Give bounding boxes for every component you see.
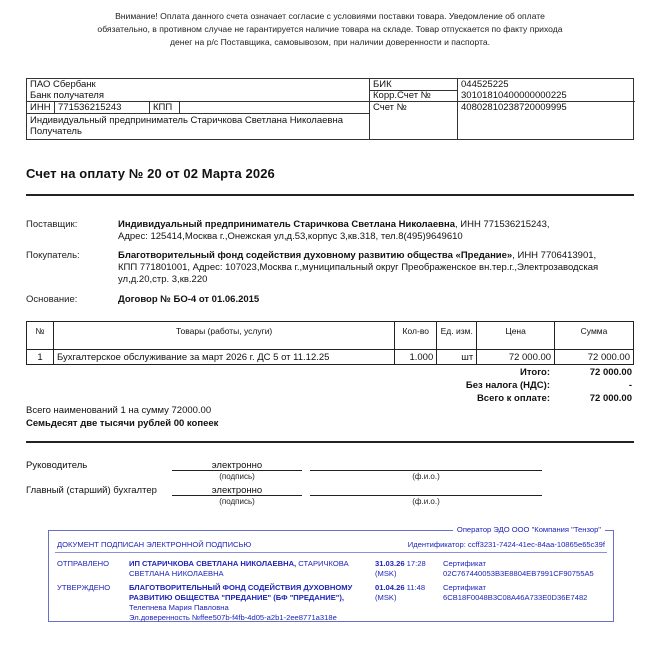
accountant-signed-value: электронно [211, 485, 263, 496]
payment-notice [60, 10, 600, 49]
signature-line [172, 485, 302, 496]
basis-block [26, 294, 634, 308]
edo-header: ДОКУМЕНТ ПОДПИСАН ЭЛЕКТРОННОЙ ПОДПИСЬЮ [57, 540, 252, 549]
supplier-name: Индивидуальный предприниматель Старичкова Светлана Николаевна [118, 219, 455, 230]
edo-certificate: Сертификат 6CB18F0048B3C08A46A733E0D36E7482 [443, 583, 588, 602]
buyer-address-line: ул,д.20,стр. 3,кв.220 [118, 274, 208, 285]
signature-line [172, 460, 302, 471]
col-number: № [27, 322, 54, 350]
edo-time: 11:48 [404, 583, 426, 592]
bank-name: ПАО Сбербанк [30, 79, 96, 90]
signature-caption: (подпись) [219, 497, 255, 506]
edo-row-approved [57, 583, 605, 623]
edo-datetime [375, 559, 437, 579]
accountant-signature [26, 485, 634, 507]
supplier-label: Поставщик: [26, 219, 78, 230]
inn-label: ИНН [30, 102, 51, 113]
col-unit: Ед. изм. [437, 322, 477, 350]
notice-line: обязательно, в противном случае не гарантируется наличие товара на складе. Товар отпускается по факту прихода [97, 24, 563, 34]
edo-time: 17:28 [404, 559, 426, 568]
edo-signature-stamp [48, 525, 614, 622]
vat-label: Без налога (НДС): [465, 380, 550, 391]
edo-signer [129, 559, 369, 579]
divider [369, 79, 370, 140]
amount-in-words: Семьдесят две тысячи рублей 00 копеек [26, 418, 219, 429]
signature-caption: (подпись) [219, 472, 255, 481]
row-unit: шт [437, 350, 477, 365]
divider [26, 194, 634, 196]
divider [55, 552, 607, 553]
contract-reference: Договор № БО-4 от 01.06.2015 [118, 294, 260, 305]
edo-power-of-attorney: Эл.доверенность №ffee507b-f4fb-4d05-a2b1-2ee8771a318e [129, 613, 337, 622]
goods-table [26, 321, 634, 365]
corr-account-label: Корр.Счет № [373, 90, 431, 101]
row-price: 72 000.00 [477, 350, 555, 365]
name-line [310, 485, 542, 496]
row-quantity: 1.000 [395, 350, 437, 365]
edo-timezone: (MSK) [375, 569, 397, 578]
divider [27, 113, 369, 114]
notice-line: Внимание! Оплата данного счета означает согласие с условиями поставки товара. Уведомление об оплате [115, 11, 545, 21]
col-price: Цена [477, 322, 555, 350]
divider [179, 101, 180, 113]
name-line [310, 460, 542, 471]
supplier-block [26, 219, 634, 245]
director-signature [26, 460, 634, 482]
inn-value: 771536215243 [58, 102, 122, 113]
edo-datetime [375, 583, 437, 603]
buyer-block [26, 250, 634, 288]
divider [457, 79, 458, 140]
buyer-inn: , ИНН 7706413901, [512, 250, 597, 261]
edo-identifier: Идентификатор: ccff3231-7424-41ec-84aa-10865e65c39f [407, 540, 605, 549]
edo-row-sent [57, 559, 605, 579]
row-number: 1 [27, 350, 54, 365]
total-label: Итого: [520, 367, 550, 378]
edo-status: ОТПРАВЛЕНО [57, 559, 110, 568]
col-sum: Сумма [555, 322, 634, 350]
divider [26, 441, 634, 443]
buyer-name: Благотворительный фонд содействия духовному развитию общества «Предание» [118, 250, 513, 261]
summary-block [26, 404, 218, 430]
director-signed-value: электронно [211, 460, 263, 471]
edo-date: 01.04.26 [375, 583, 405, 592]
bik-value: 044525225 [461, 79, 509, 90]
basis-label: Основание: [26, 294, 78, 305]
invoice-title: Счет на оплату № 20 от 02 Марта 2026 [26, 166, 275, 181]
buyer-details [118, 250, 634, 286]
recipient-name: Индивидуальный предприниматель Старичкова Светлана Николаевна [30, 115, 343, 126]
account-label: Счет № [373, 102, 407, 113]
name-caption: (ф.и.о.) [412, 497, 440, 506]
row-sum: 72 000.00 [555, 350, 634, 365]
account-value: 40802810238720009995 [461, 102, 567, 113]
edo-timezone: (MSK) [375, 593, 397, 602]
table-row [27, 350, 634, 365]
kpp-label: КПП [153, 102, 173, 113]
divider [54, 101, 55, 113]
basis-value [118, 294, 634, 306]
buyer-address-line: КПП 771801001, Адрес: 107023,Москва г.,муниципальный округ Преображенское вн.тер.г.,Электрозаводская [118, 262, 599, 273]
name-caption: (ф.и.о.) [412, 472, 440, 481]
edo-certificate: Сертификат 02C767440053B3E8804EB7991CF90755A5 [443, 559, 594, 578]
supplier-inn: , ИНН 771536215243, [455, 219, 550, 230]
corr-account-value: 30101810400000000225 [461, 90, 567, 101]
bank-label: Банк получателя [30, 90, 104, 101]
edo-org: ИП СТАРИЧКОВА СВЕТЛАНА НИКОЛАЕВНА, [129, 559, 297, 568]
edo-date: 31.03.26 [375, 559, 405, 568]
edo-status: УТВЕРЖДЕНО [57, 583, 111, 592]
row-goods: Бухгалтерское обслуживание за март 2026 г. ДС 5 от 11.12.25 [53, 350, 394, 365]
edo-person: СТАРИЧКОВА СВЕТЛАНА НИКОЛАЕВНА [129, 559, 349, 578]
due-label: Всего к оплате: [476, 393, 550, 404]
vat-row [26, 380, 634, 393]
edo-org: БЛАГОТВОРИТЕЛЬНЫЙ ФОНД СОДЕЙСТВИЯ ДУХОВНОМУ РАЗВИТИЮ ОБЩЕСТВА "ПРЕДАНИЕ" (БФ "ПРЕДАНИЕ"), [129, 583, 353, 602]
edo-operator: Оператор ЭДО ООО "Компания "Тензор" [453, 525, 605, 534]
col-goods: Товары (работы, услуги) [53, 322, 394, 350]
bank-details-box [26, 78, 634, 140]
recipient-label: Получатель [30, 126, 82, 137]
due-value: 72 000.00 [589, 393, 632, 404]
notice-line: денег на р/с Поставщика, самовывозом, при наличии доверенности и паспорта. [169, 37, 491, 47]
buyer-label: Покупатель: [26, 250, 80, 261]
col-quantity: Кол-во [395, 322, 437, 350]
supplier-address: Адрес: 125414,Москва г.,Онежская ул,д.53,корпус 3,кв.318, тел.8(495)9649610 [118, 231, 463, 242]
supplier-details [118, 219, 634, 243]
totals-block [26, 367, 634, 406]
total-value: 72 000.00 [589, 367, 632, 378]
vat-value: - [628, 380, 632, 391]
accountant-label: Главный (старший) бухгалтер [26, 485, 157, 496]
table-header-row [27, 322, 634, 350]
total-row [26, 367, 634, 380]
edo-signer [129, 583, 369, 623]
edo-person: Телепнева Мария Павловна [129, 603, 229, 612]
director-label: Руководитель [26, 460, 88, 471]
items-count-line: Всего наименований 1 на сумму 72000.00 [26, 405, 212, 416]
divider [149, 101, 150, 113]
bik-label: БИК [373, 79, 392, 90]
